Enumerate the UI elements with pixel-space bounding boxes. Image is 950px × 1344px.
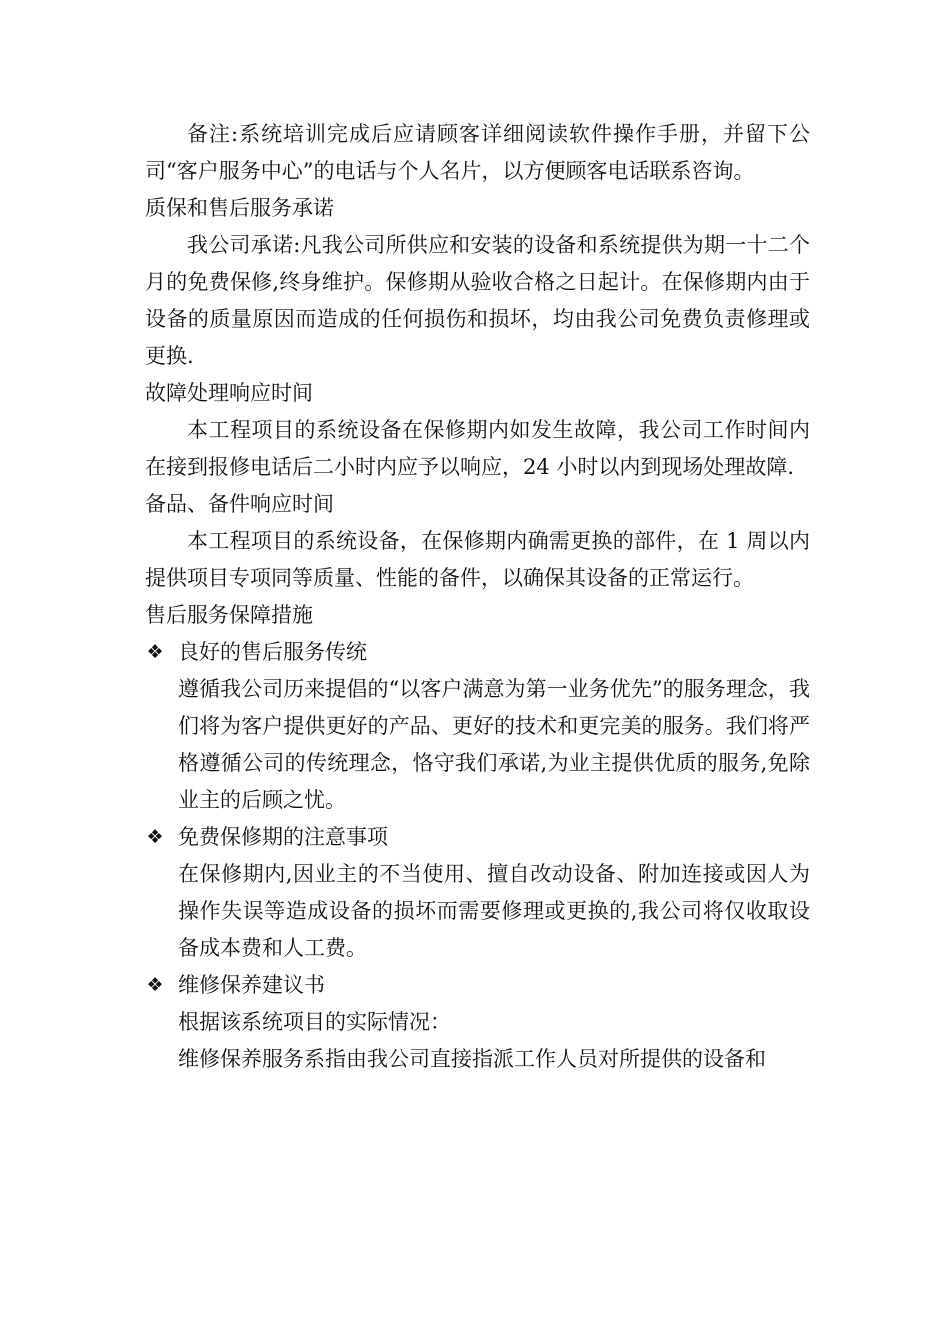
section-paragraph: 我公司承诺:凡我公司所供应和安装的设备和系统提供为期一十二个月的免费保修,终身维护。保修期从验收合格之日起计。在保修期内由于设备的质量原因而造成的任何损伤和损坏，均由我公司免费负责修理或更换.: [145, 233, 810, 368]
section-fault-response: [145, 375, 810, 486]
bullet-title: 维修保养建议书: [178, 973, 325, 997]
bullet-paragraph: 在保修期内,因业主的不当使用、擅自改动设备、附加连接或因人为操作失误等造成设备的损坏而需要修理或更换的,我公司将仅收取设备成本费和人工费。: [178, 862, 810, 960]
section-paragraph: 本工程项目的系统设备，在保修期内确需更换的部件，在 1 周以内提供项目专项同等质量、性能的备件，以确保其设备的正常运行。: [145, 529, 810, 590]
section-measures: [145, 597, 810, 1078]
bullet-item: [145, 634, 810, 819]
section-heading: 售后服务保障措施: [145, 603, 313, 627]
diamond-bullet-icon: ❖: [146, 826, 164, 848]
bullet-paragraph: 维修保养服务系指由我公司直接指派工作人员对所提供的设备和: [178, 1047, 766, 1071]
document-body: [145, 116, 810, 1078]
bullet-paragraph: 根据该系统项目的实际情况：: [178, 1010, 451, 1034]
bullet-item: [145, 967, 810, 1078]
section-spare-parts: [145, 486, 810, 597]
bullet-item: [145, 819, 810, 967]
bullet-title: 免费保修期的注意事项: [178, 825, 388, 849]
training-note: 备注:系统培训完成后应请顾客详细阅读软件操作手册，并留下公司“客户服务中心”的电话与个人名片，以方便顾客电话联系咨询。: [145, 122, 810, 183]
section-heading: 质保和售后服务承诺: [145, 196, 334, 220]
diamond-bullet-icon: ❖: [146, 641, 164, 663]
section-heading: 故障处理响应时间: [145, 381, 313, 405]
section-paragraph: 本工程项目的系统设备在保修期内如发生故障，我公司工作时间内在接到报修电话后二小时内应予以响应，24 小时以内到现场处理故障.: [145, 418, 810, 479]
bullet-title: 良好的售后服务传统: [178, 640, 367, 664]
section-warranty: [145, 190, 810, 375]
section-heading: 备品、备件响应时间: [145, 492, 334, 516]
bullet-paragraph: 遵循我公司历来提倡的“以客户满意为第一业务优先”的服务理念，我们将为客户提供更好的产品、更好的技术和更完美的服务。我们将严格遵循公司的传统理念，恪守我们承诺,为业主提供优质的服务,免除业主的后顾之忧。: [178, 677, 810, 812]
diamond-bullet-icon: ❖: [146, 974, 164, 996]
